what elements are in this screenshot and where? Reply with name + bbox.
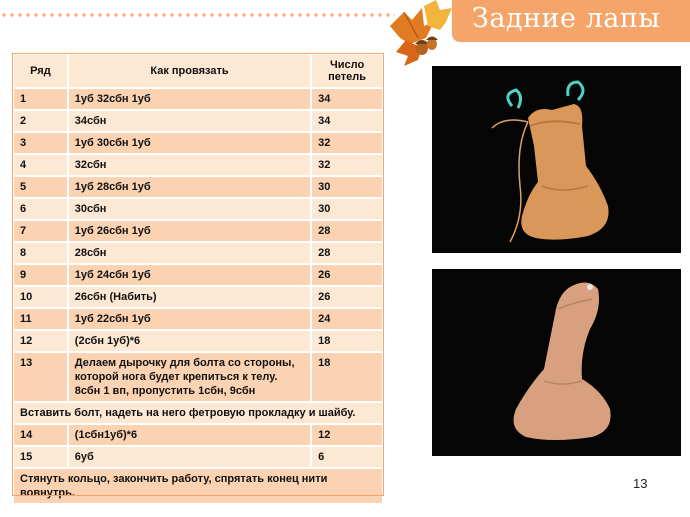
row-number: 12 <box>13 330 68 352</box>
row-stitch-count: 18 <box>311 352 383 402</box>
row-number: 2 <box>13 110 68 132</box>
table-row <box>13 88 383 110</box>
table-row <box>13 220 383 242</box>
row-number: 3 <box>13 132 68 154</box>
table-row <box>13 286 383 308</box>
row-instruction: (2сбн 1уб)*6 <box>68 330 311 352</box>
table-final-row <box>13 468 383 504</box>
table-row <box>13 424 383 446</box>
row-stitch-count: 26 <box>311 286 383 308</box>
table-row <box>13 110 383 132</box>
row-number: 15 <box>13 446 68 468</box>
photo-leg-in-progress <box>432 66 681 253</box>
row-stitch-count: 28 <box>311 242 383 264</box>
table-row <box>13 264 383 286</box>
row-number: 4 <box>13 154 68 176</box>
row-instruction: 1уб 30сбн 1уб <box>68 132 311 154</box>
insert-bolt-note: Вставить болт, надеть на него фетровую прокладку и шайбу. <box>13 402 383 424</box>
row-stitch-count: 18 <box>311 330 383 352</box>
header-row: Ряд <box>13 54 68 88</box>
row-instruction: 6уб <box>68 446 311 468</box>
row-number: 14 <box>13 424 68 446</box>
row-instruction: 28сбн <box>68 242 311 264</box>
dotted-divider <box>0 12 395 18</box>
table-row <box>13 352 383 402</box>
row-stitch-count: 24 <box>311 308 383 330</box>
row-number: 9 <box>13 264 68 286</box>
page-number: 13 <box>633 476 648 491</box>
row-stitch-count: 12 <box>311 424 383 446</box>
row-stitch-count: 34 <box>311 88 383 110</box>
crochet-pattern-table <box>12 53 384 505</box>
header-how: Как провязать <box>68 54 311 88</box>
row-number: 11 <box>13 308 68 330</box>
page-title: Задние лапы <box>472 3 661 34</box>
row-stitch-count: 28 <box>311 220 383 242</box>
photo-finished-leg <box>432 269 681 456</box>
row-instruction: 1уб 28сбн 1уб <box>68 176 311 198</box>
header-count: Число петель <box>311 54 383 88</box>
row-stitch-count: 30 <box>311 198 383 220</box>
autumn-leaves-acorns-icon <box>382 0 462 75</box>
table-note-row <box>13 402 383 424</box>
row-stitch-count: 32 <box>311 154 383 176</box>
row-instruction: Делаем дырочку для болта со стороны, которой нога будет крепиться к телу. 8сбн 1 вп, пропустить 1сбн, 9сбн <box>68 352 311 402</box>
row-instruction: 34сбн <box>68 110 311 132</box>
row-instruction: 1уб 32сбн 1уб <box>68 88 311 110</box>
row-instruction: 1уб 24сбн 1уб <box>68 264 311 286</box>
table-row <box>13 176 383 198</box>
table-row <box>13 446 383 468</box>
row-number: 1 <box>13 88 68 110</box>
table-row <box>13 308 383 330</box>
row-number: 13 <box>13 352 68 402</box>
row-instruction: 30сбн <box>68 198 311 220</box>
row-instruction: 32сбн <box>68 154 311 176</box>
row-stitch-count: 6 <box>311 446 383 468</box>
row-number: 6 <box>13 198 68 220</box>
table-row <box>13 198 383 220</box>
row-instruction: 1уб 22сбн 1уб <box>68 308 311 330</box>
table-header-row <box>13 54 383 88</box>
row-instruction: 26сбн (Набить) <box>68 286 311 308</box>
row-number: 10 <box>13 286 68 308</box>
row-instruction: (1сбн1уб)*6 <box>68 424 311 446</box>
table-row <box>13 330 383 352</box>
table-row <box>13 154 383 176</box>
row-stitch-count: 26 <box>311 264 383 286</box>
row-number: 7 <box>13 220 68 242</box>
row-stitch-count: 30 <box>311 176 383 198</box>
row-stitch-count: 34 <box>311 110 383 132</box>
table-row <box>13 132 383 154</box>
row-number: 5 <box>13 176 68 198</box>
table-row <box>13 242 383 264</box>
row-stitch-count: 32 <box>311 132 383 154</box>
row-number: 8 <box>13 242 68 264</box>
finish-instruction: Стянуть кольцо, закончить работу, спрятать конец нити вовнутрь. <box>13 468 383 504</box>
row-instruction: 1уб 26сбн 1уб <box>68 220 311 242</box>
